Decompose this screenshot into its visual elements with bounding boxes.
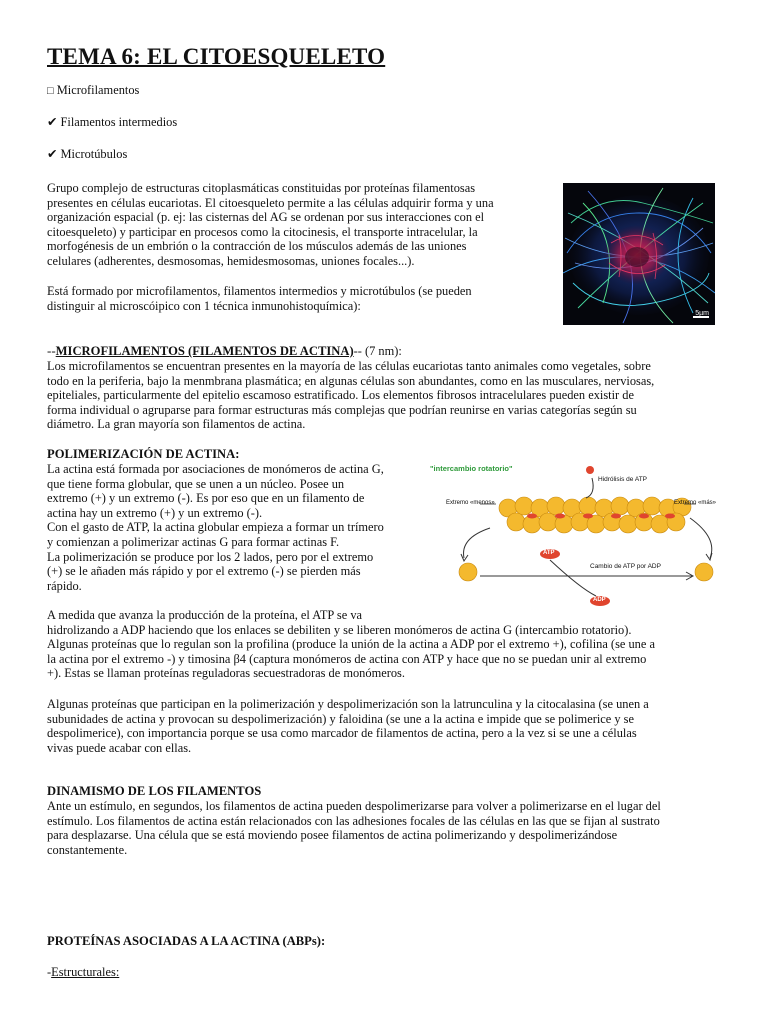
microfilaments-heading-line [47, 343, 727, 359]
cytoskeleton-micrograph [563, 183, 715, 325]
check-icon: ✔ [47, 115, 58, 129]
atp-label: ATP [543, 550, 555, 556]
minus-end-label: Extremo «menos» [446, 500, 495, 506]
list-item-text: Microtúbulos [60, 147, 128, 161]
list-item-text: Microfilamentos [56, 83, 140, 97]
check-icon: ✔ [47, 147, 58, 161]
structural-subheading: Estructurales: [51, 965, 120, 979]
text-line: organización espacial (p. ej: las cisternas del AG se ordenan por sus interacciones con el [47, 210, 485, 225]
text-line: morfogénesis de un embrión o la contracción de los músculos además de las uniones [47, 239, 467, 254]
text-line: Los microfilamentos se encuentran presentes en la mayoría de las células eucariotas tanto animales como vegetales, sobre [47, 359, 651, 373]
exchange-label: Cambio de ATP por ADP [590, 563, 661, 570]
text-line: Ante un estímulo, en segundos, los filamentos de actina pueden despolimerizarse para volver a polimerizarse en el lugar del [47, 799, 661, 813]
text-line: (+) se le añaden más rápido y por el extremo (-) se pierden más [47, 564, 361, 579]
text-line: epiteliales, particularmente del epitelio escamoso estratificado. Los elementos fibrosos intracelulares pueden existir de [47, 388, 634, 403]
text-line: y comienzan a polimerizar actinas G para formar actinas F. [47, 534, 340, 549]
text-line: +). Estas se llaman proteínas reguladoras secuestradoras de monómeros. [47, 666, 405, 681]
text-line: extremo (+) y un extremo (-). Es por eso que en un filamento de [47, 491, 365, 506]
page-title: TEMA 6: EL CITOESQUELETO [47, 44, 386, 69]
text-line: La actina está formada por asociaciones de monómeros de actina G, [47, 462, 384, 476]
text-line: A medida que avanza la producción de la proteína, el ATP se va [47, 608, 363, 622]
text-line: constantemente. [47, 842, 128, 857]
drugs-paragraph [47, 697, 737, 755]
subheading-prefix: - [47, 965, 52, 979]
abp-subheading [47, 965, 119, 980]
text-line: todo en la periferia, bajo la menmbrana plasmática; en algunas células son abundantes, como en las musculares, nerviosas, [47, 373, 655, 388]
text-line: rápido. [47, 578, 82, 593]
microfilaments-paragraph [47, 359, 727, 432]
text-line: Algunas proteínas que participan en la polimerización y despolimerización son la latrunculina y la citocalasina (se unen a [47, 697, 649, 711]
list-item-text: Filamentos intermedios [60, 115, 178, 129]
text-line: Grupo complejo de estructuras citoplasmáticas constituidas por proteínas filamentosas [47, 181, 476, 195]
text-line: diámetro. La gran mayoría son filamentos de actina. [47, 417, 306, 432]
text-line: Algunas proteínas que lo regulan son la profilina (produce la unión de la actina a ADP por el extremo +), cofilina (se une a [47, 637, 655, 652]
abp-heading: PROTEÍNAS ASOCIADAS A LA ACTINA (ABPs): [47, 934, 326, 948]
dynamism-heading: DINAMISMO DE LOS FILAMENTOS [47, 784, 262, 798]
text-line: estímulo. Los filamentos de actina están relacionados con las adhesiones focales de las células en las que se fijan al sustrato [47, 813, 660, 828]
diagram-title: "intercambio rotatorio" [430, 464, 513, 473]
microfilaments-heading: MICROFILAMENTOS (FILAMENTOS DE ACTINA) [55, 344, 354, 358]
text-line: subunidades de actina y provocan su despolimerización) y faloidina (se une a la actina e impide que se polimerice y se [47, 711, 634, 726]
scale-bar-label: 5µm [695, 310, 709, 317]
text-line: vivas puede acabar con ellas. [47, 740, 192, 755]
treadmilling-diagram [420, 458, 730, 610]
text-line: la actina por el extremo -) y timosina β4 (captura monómeros de actina con ATP y hace que no se puedan unir al extremo [47, 651, 647, 666]
formed-paragraph [47, 284, 552, 313]
text-line: hidrolizando a ADP haciendo que los enlaces se debiliten y se liberen monómeros de actina G (intercambio rotatorio). [47, 622, 632, 637]
heading-prefix: -- [47, 343, 56, 358]
plus-end-label: Extremo «más» [674, 500, 717, 506]
text-line: La polimerización se produce por los 2 lados, pero por el extremo [47, 549, 374, 564]
polymerization-paragraph [47, 462, 419, 593]
list-item [47, 147, 127, 162]
text-line: presentes en células eucariotas. El citoesqueleto permite a las células adquirir forma y una [47, 195, 494, 210]
text-line: actina hay un extremo (+) y un extremo (-). [47, 505, 263, 520]
text-line: Con el gasto de ATP, la actina globular empieza a formar un trímero [47, 520, 384, 535]
text-line: distinguir al microscóipico con 1 técnica inmunohistoquímica): [47, 298, 361, 313]
list-item [47, 115, 177, 130]
text-line: celulares (adherentes, desmosomas, hemidesmosomas, uniones focales...). [47, 253, 415, 268]
text-line: forma individual o agruparse para formar estructuras más complejas que podrían reunirse en varias categorías según su [47, 402, 637, 417]
text-line: Está formado por microfilamentos, filamentos intermedios y microtúbulos (se pueden [47, 284, 472, 298]
heading-suffix: -- (7 nm): [353, 344, 402, 358]
adp-label: ADP [593, 597, 606, 603]
hydrolysis-label: Hidrólisis de ATP [598, 476, 648, 483]
list-item: □ Microfilamentos [47, 83, 140, 97]
text-line: para desplazarse. Una célula que se está moviendo posee filamentos de actina polimerizando y despolimerizándose [47, 828, 618, 843]
intro-paragraph [47, 181, 552, 269]
text-line: despolimerice), con importancia porque se usa como marcador de filamentos de actina, pero a la vez si se une a células [47, 726, 637, 741]
polymerization-heading: POLIMERIZACIÓN DE ACTINA: [47, 447, 240, 461]
atp-paragraph [47, 608, 737, 681]
text-line: citoesqueleto) y participar en procesos como la citocinesis, el transporte intracelular, la [47, 224, 478, 239]
text-line: que tiene forma globular, que se unen a un núcleo. Posee un [47, 476, 345, 491]
dynamism-paragraph [47, 799, 737, 857]
